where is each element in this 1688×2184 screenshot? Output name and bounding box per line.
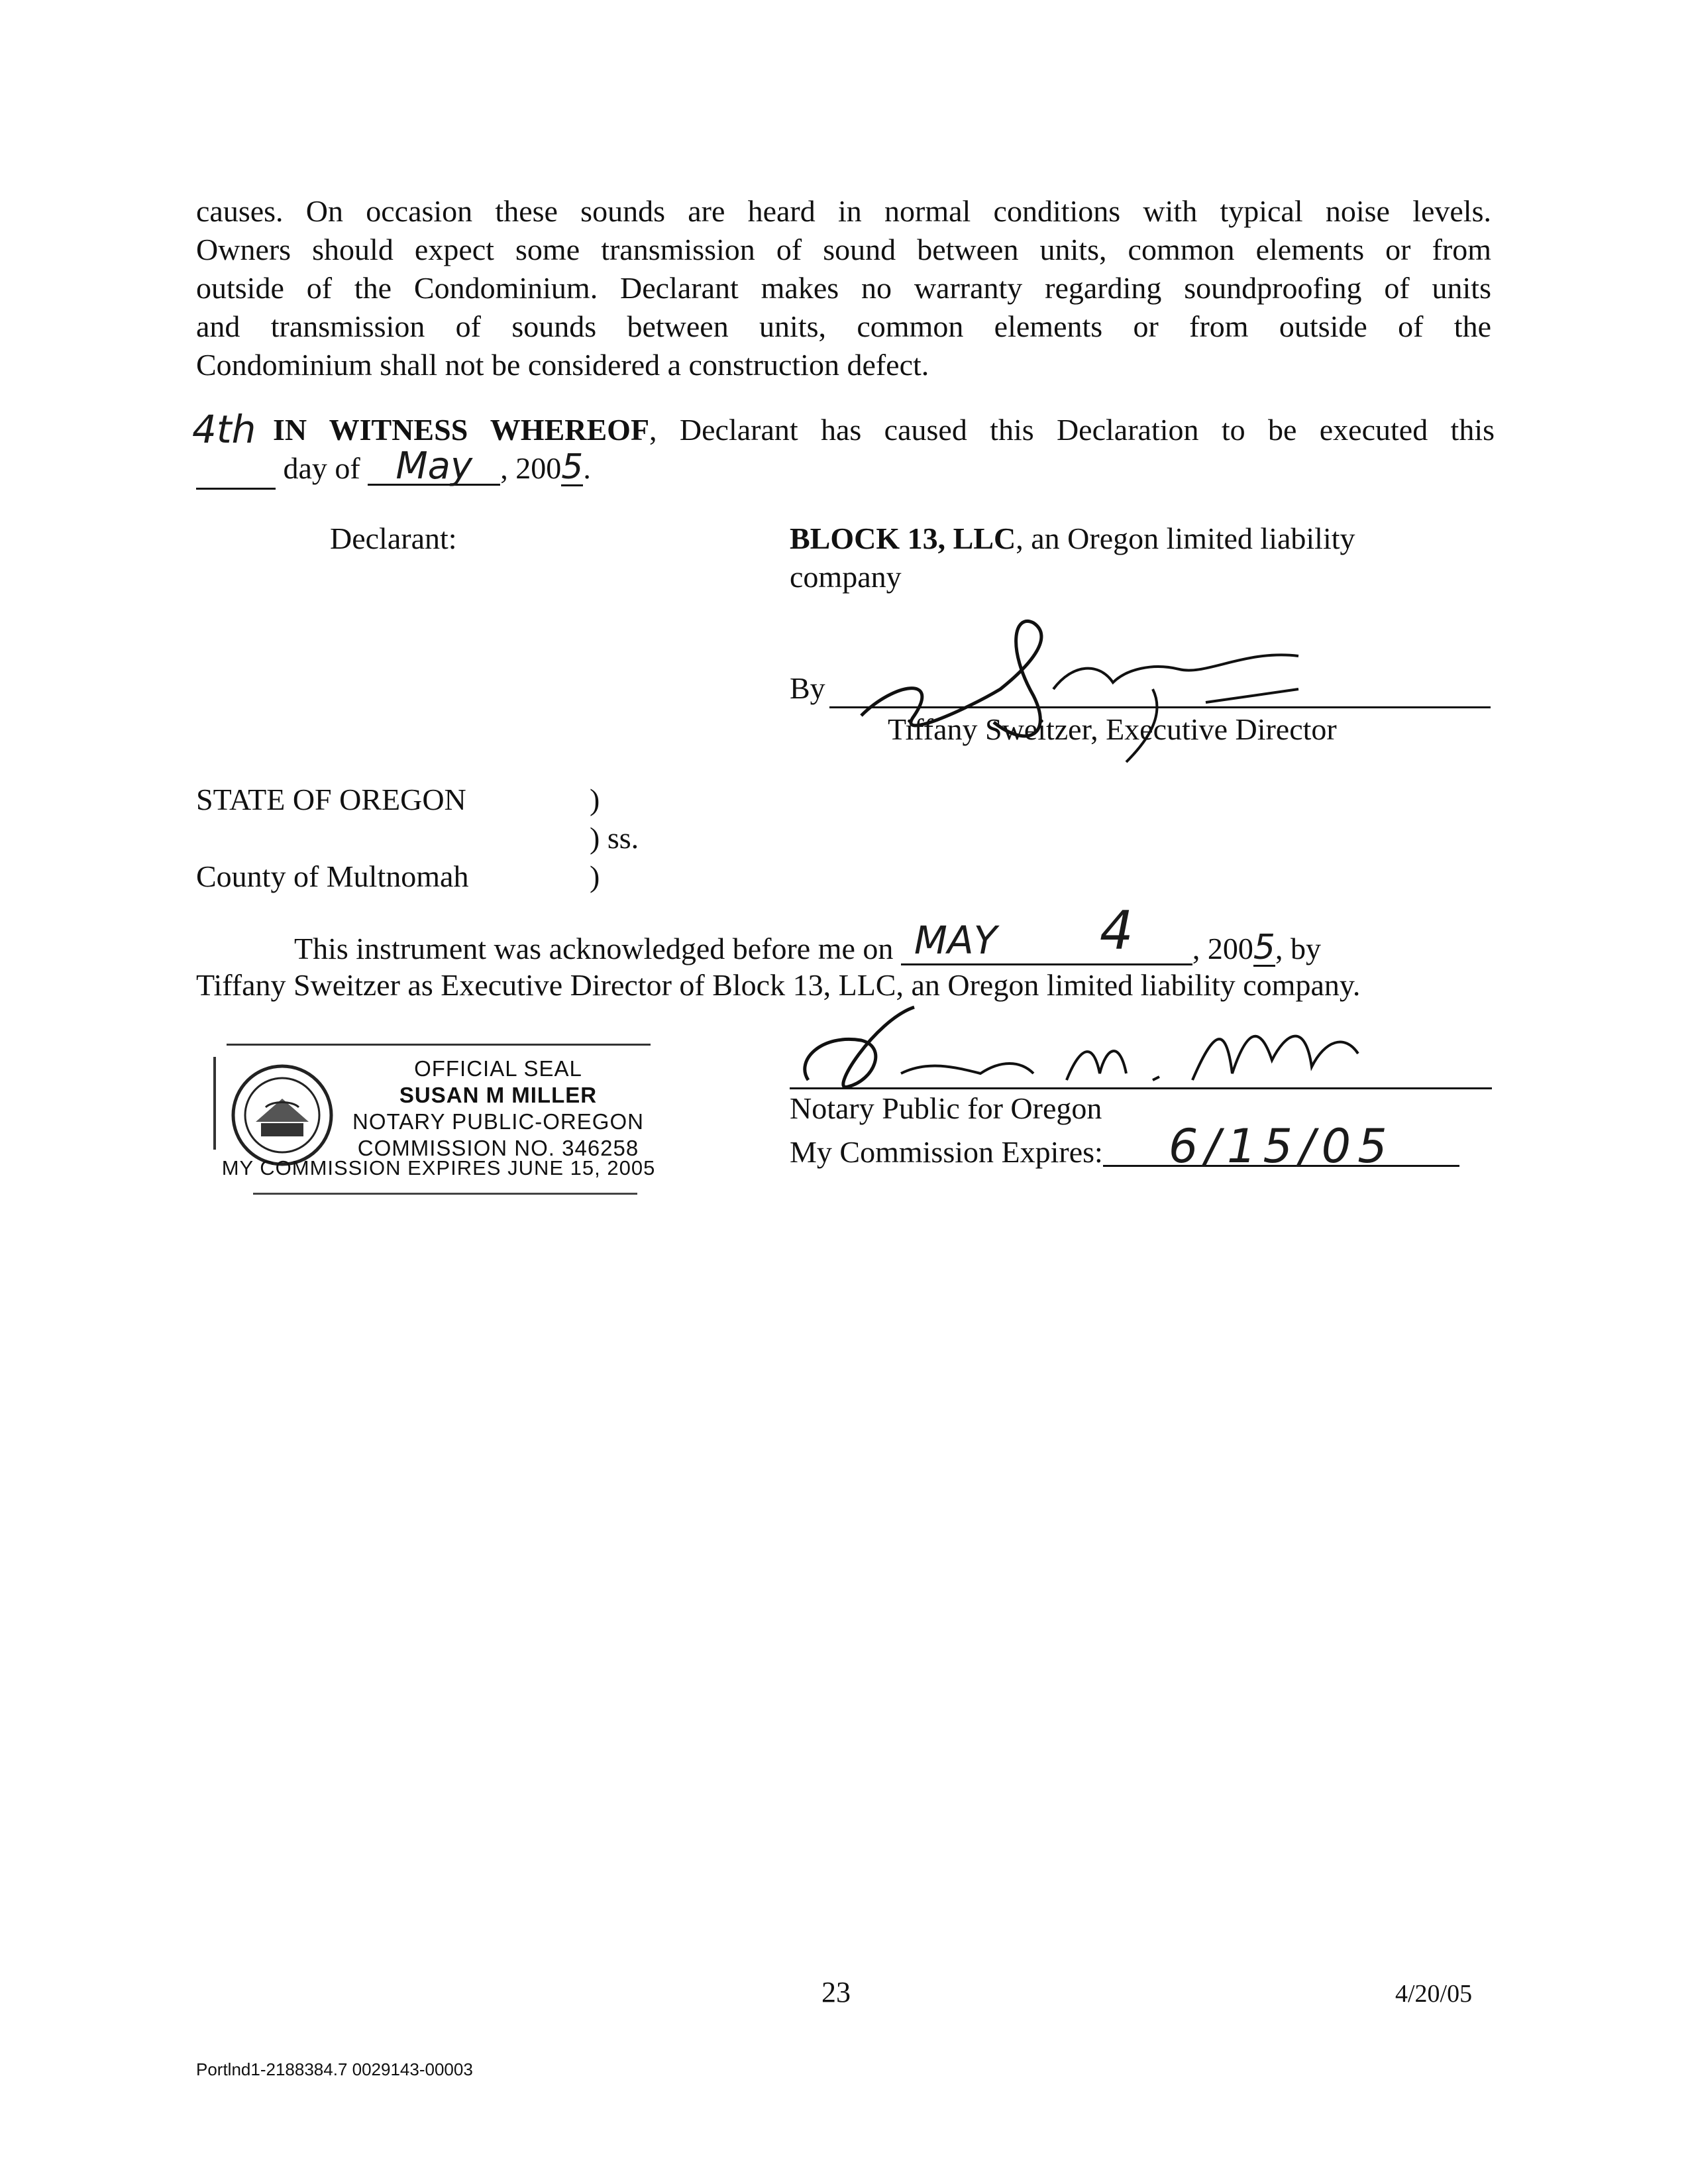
- entity-desc-line-2: company: [790, 560, 902, 594]
- venue-state: STATE OF OREGON: [196, 783, 466, 816]
- entity-name: BLOCK 13, LLC: [790, 521, 1016, 555]
- by-label: By: [790, 671, 825, 705]
- paragraph-line: Condominium shall not be considered a construction defect.: [196, 348, 929, 382]
- notary-signature: [782, 994, 1378, 1100]
- ack-month-handwritten: MAY: [914, 918, 998, 963]
- seal-border-left: [213, 1057, 216, 1150]
- seal-line-3: NOTARY PUBLIC-OREGON: [352, 1109, 644, 1134]
- seal-line-2: SUSAN M MILLER: [399, 1083, 598, 1107]
- year-prefix: , 200: [500, 451, 562, 485]
- entity-line: [790, 519, 1355, 558]
- page-number: 23: [821, 1976, 851, 2008]
- ack-day-handwritten: 4: [1099, 900, 1134, 961]
- seal-line-1: OFFICIAL SEAL: [414, 1056, 582, 1081]
- seal-border-bottom: [253, 1193, 637, 1195]
- witness-clause: [192, 407, 1495, 497]
- venue-county: County of Multnomah: [196, 859, 469, 893]
- body-paragraph: [196, 192, 1491, 384]
- signer-line: Tiffany Sweitzer, Executive Director: [888, 712, 1337, 746]
- declarant-label: Declarant:: [330, 521, 457, 555]
- seal-line-5: MY COMMISSION EXPIRES JUNE 15, 2005: [221, 1156, 656, 1179]
- month-handwritten: May: [368, 449, 500, 486]
- witness-line-2: [196, 445, 591, 490]
- venue-paren-top: ): [590, 783, 600, 816]
- venue-paren-bottom: ): [590, 859, 600, 893]
- paragraph-line: Owners should expect some transmission of sound between units, common elements or from: [196, 233, 1491, 266]
- ack-line-1: [196, 900, 1495, 968]
- footer-doc-id: Portlnd1-2188384.7 0029143-00003: [196, 2059, 473, 2079]
- witness-day-handwritten: 4th: [192, 407, 256, 452]
- ack-prefix: This instrument was acknowledged before me on: [294, 932, 894, 965]
- notary-expires-label: My Commission Expires:: [790, 1135, 1103, 1169]
- day-blank: [196, 449, 276, 490]
- day-label: day of: [283, 451, 360, 485]
- ack-year-digit-handwritten: 5: [1253, 928, 1276, 967]
- paragraph-line: outside of the Condominium. Declarant makes no warranty regarding soundproofing of units: [196, 271, 1491, 305]
- seal-text-block: [346, 1056, 651, 1162]
- notary-expires-row: [790, 1119, 1492, 1174]
- seal-line-4: COMMISSION NO. 346258: [357, 1136, 639, 1160]
- state-seal-icon: [229, 1062, 335, 1168]
- ack-date-blank: [901, 900, 1192, 965]
- notary-title: Notary Public for Oregon: [790, 1091, 1102, 1125]
- venue-ss: ) ss.: [590, 821, 639, 855]
- notary-seal: [213, 1044, 656, 1200]
- witness-heading: IN WITNESS WHEREOF: [273, 413, 650, 447]
- year-suffix: .: [583, 451, 591, 485]
- ack-line-2: Tiffany Sweitzer as Executive Director of Block 13, LLC, an Oregon limited liability company.: [196, 968, 1361, 1002]
- year-digit-handwritten: 5: [561, 447, 584, 487]
- seal-border-top: [227, 1044, 651, 1046]
- paragraph-line: and transmission of sounds between units, common elements or from outside of the: [196, 309, 1491, 343]
- entity-desc: , an Oregon limited liability: [1016, 521, 1355, 555]
- ack-suffix: , by: [1275, 932, 1322, 965]
- footer-date: 4/20/05: [1395, 1980, 1473, 2008]
- notary-expires-handwritten: 6/15/05: [1103, 1128, 1459, 1167]
- ack-year-prefix: , 200: [1192, 932, 1253, 965]
- witness-text: , Declarant has caused this Declaration to be executed this: [649, 413, 1495, 447]
- paragraph-line: causes. On occasion these sounds are heard in normal conditions with typical noise levels.: [196, 194, 1491, 228]
- witness-line-1: [273, 411, 1495, 449]
